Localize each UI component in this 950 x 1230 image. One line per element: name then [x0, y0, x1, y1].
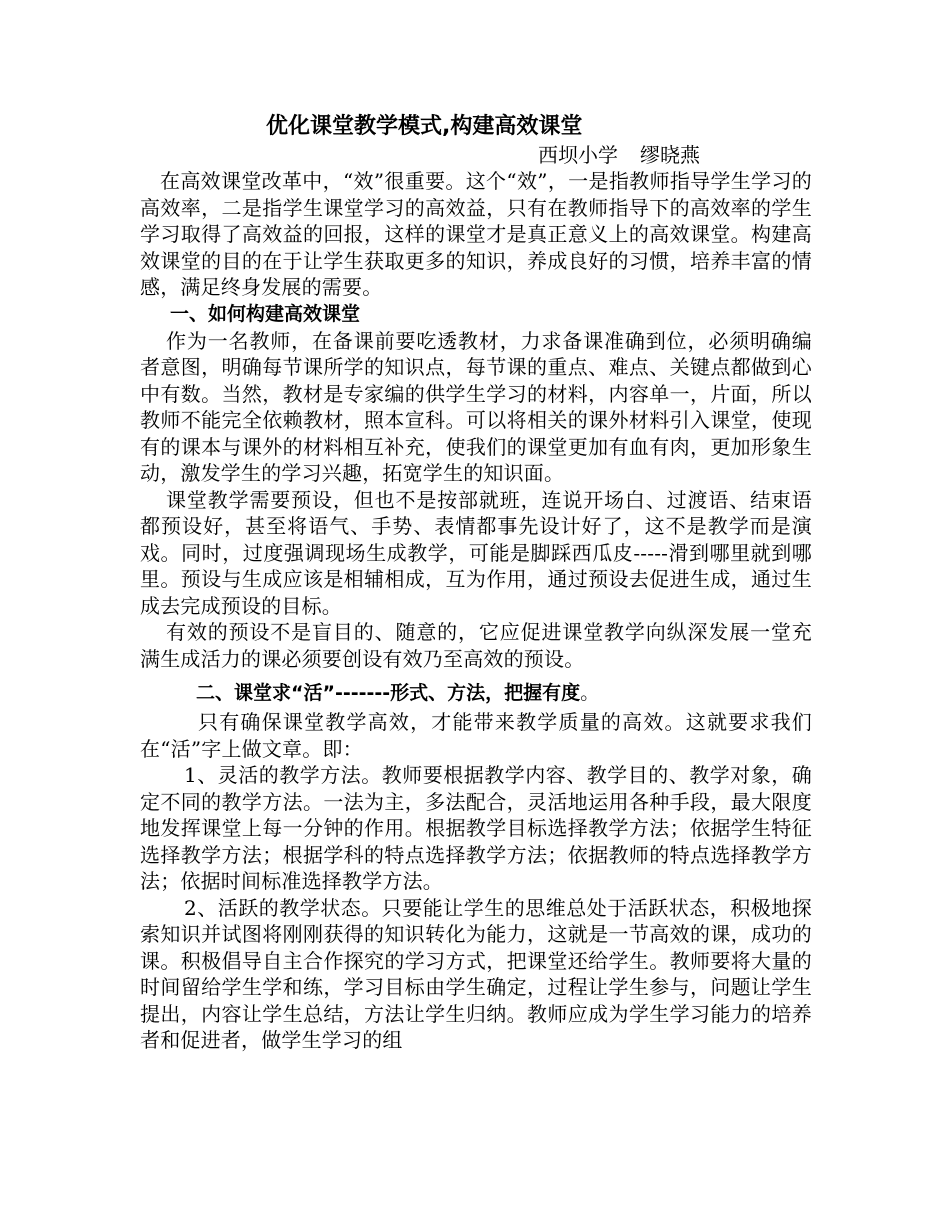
- section-2-heading-text: 二、课堂求“活”-------形式、方法，把握有度: [196, 682, 581, 704]
- section-1-paragraph: 课堂教学需要预设，但也不是按部就班，连说开场白、过渡语、结束语都预设好，甚至将语气、手势、表情都事先设计好了，这不是教学而是演戏。同时，过度强调现场生成教学，可能是脚踩西瓜皮-----滑到哪里就到哪里。预设与生成应该是相辅相成，互为作用，通过预设去促进生成，通过生成去完成预设的目标。: [140, 487, 812, 618]
- section-1-paragraph: 有效的预设不是盲目的、随意的，它应促进课堂教学向纵深发展一堂充满生成活力的课必须要创设有效乃至高效的预设。: [140, 620, 812, 671]
- document-page: [140, 112, 812, 1054]
- section-2-paragraph: 2、活跃的教学状态。只要能让学生的思维总处于活跃状态，积极地探索知识并试图将刚刚获得的知识转化为能力，这就是一节高效的课，成功的课。积极倡导自主合作探究的学习方式，把课堂还给学生。教师要将大量的时间留给学生学和练，学习目标由学生确定，过程让学生参与，问题让学生提出，内容让学生总结，方法让学生归纳。教师应成为学生学习能力的培养者和促进者，做学生学习的组: [140, 895, 812, 1052]
- author-line: [538, 142, 812, 168]
- section-1-heading: 一、如何构建高效课堂: [170, 302, 361, 325]
- section-2-heading-end: 。: [580, 682, 600, 704]
- intro-paragraph: 在高效课堂改革中，“效”很重要。这个“效”，一是指教师指导学生学习的高效率，二是指学生课堂学习的高效益，只有在教师指导下的高效率的学生学习取得了高效益的回报，这样的课堂才是真正意义上的高效课堂。构建高效课堂的目的在于让学生获取更多的知识，养成良好的习惯，培养丰富的情感，满足终身发展的需要。: [140, 169, 812, 299]
- document-title: 优化课堂教学模式,构建高效课堂: [266, 114, 583, 139]
- section-2-paragraph: 1、灵活的教学方法。教师要根据教学内容、教学目的、教学对象，确定不同的教学方法。一法为主，多法配合，灵活地运用各种手段，最大限度地发挥课堂上每一分钟的作用。根据教学目标选择教学方法；依据学生特征选择教学方法；根据学科的特点选择教学方法；依据教师的特点选择教学方法；依据时间标准选择教学方法。: [140, 763, 812, 893]
- section-1-paragraph: 作为一名教师，在备课前要吃透教材，力求备课准确到位，必须明确编者意图，明确每节课所学的知识点，每节课的重点、难点、关键点都做到心中有数。当然，教材是专家编的供学生学习的材料，内容单一，片面，所以教师不能完全依赖教材，照本宣科。可以将相关的课外材料引入课堂，使现有的课本与课外的材料相互补充，使我们的课堂更加有血有肉，更加形象生动，激发学生的学习兴趣，拓宽学生的知识面。: [140, 328, 812, 485]
- section-2-paragraph: 只有确保课堂教学高效，才能带来教学质量的高效。这就要求我们在“活”字上做文章。即：: [140, 710, 812, 761]
- author-name: 缪晓燕: [640, 143, 700, 167]
- school-name: 西坝小学: [538, 143, 618, 167]
- section-2-heading: [140, 680, 812, 707]
